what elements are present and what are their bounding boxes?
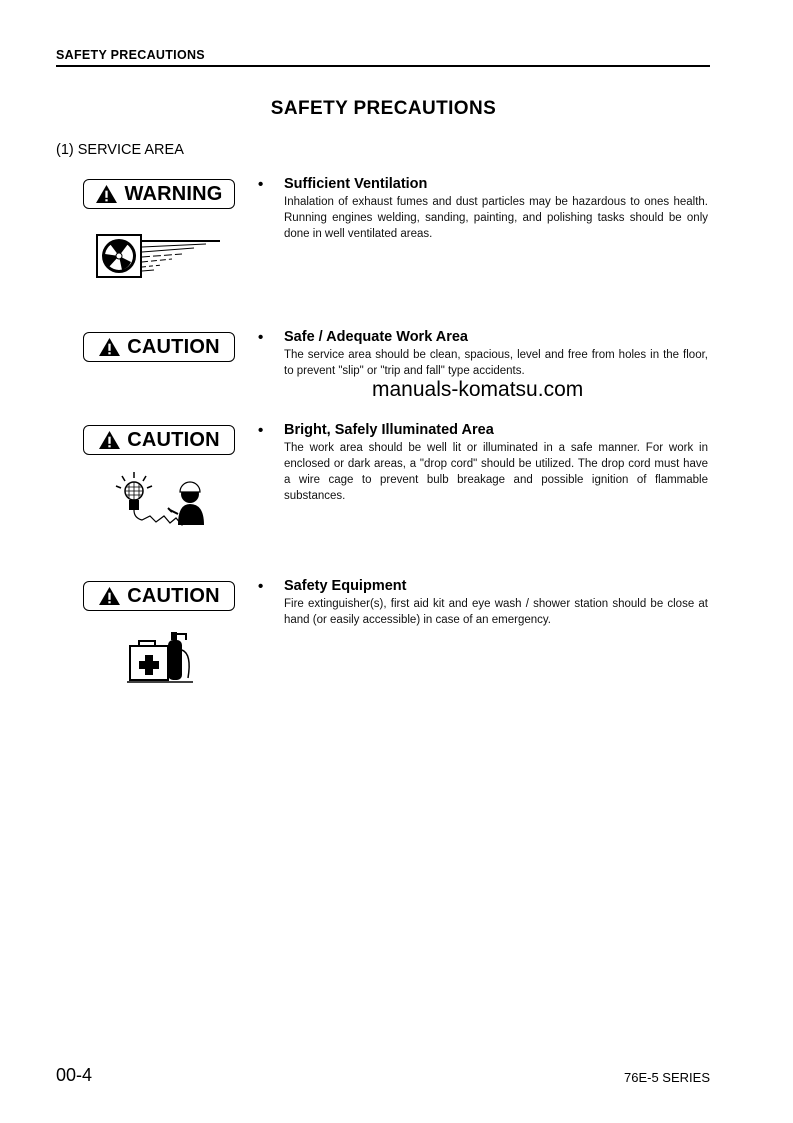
badge-label: CAUTION xyxy=(127,428,220,451)
page-number: 00-4 xyxy=(56,1065,93,1085)
bullet: • xyxy=(258,578,264,595)
item-title: Sufficient Ventilation xyxy=(284,176,428,192)
caution-badge xyxy=(83,332,235,362)
bullet: • xyxy=(258,422,264,439)
caution-badge xyxy=(83,425,235,455)
first-aid-extinguisher-icon xyxy=(126,626,194,684)
watermark: manuals-komatsu.com xyxy=(372,378,584,401)
caution-badge xyxy=(83,581,235,611)
item-body: Fire extinguisher(s), first aid kit and eye wash / shower station should be close at hand (or easily accessible) in case of an emergency. xyxy=(284,598,708,626)
alert-triangle-icon xyxy=(98,586,121,606)
bullet: • xyxy=(258,329,264,346)
item-body: The work area should be well lit or illuminated in a safe manner. For work in enclosed or dark areas, a "drop cord" should be utilized. The drop cord must have a wire cage to prevent bulb breakage and possible ignition of flammable substances. xyxy=(284,442,708,502)
badge-label: WARNING xyxy=(124,182,223,205)
ventilation-fan-icon xyxy=(96,234,222,280)
item-body: The service area should be clean, spacious, level and free from holes in the floor, to prevent "slip" or "trip and fall" type accidents. xyxy=(284,349,708,377)
running-header xyxy=(56,47,710,67)
badge-label: CAUTION xyxy=(127,584,220,607)
badge-label: CAUTION xyxy=(127,335,220,358)
item-title: Bright, Safely Illuminated Area xyxy=(284,422,494,438)
item-body: Inhalation of exhaust fumes and dust particles may be hazardous to ones health. Running engines welding, sanding, painting, and polishing tasks should be only done in well ventilated areas. xyxy=(284,196,708,240)
bullet: • xyxy=(258,176,264,193)
drop-cord-lamp-icon xyxy=(112,470,208,530)
item-title: Safety Equipment xyxy=(284,578,407,594)
page-title: SAFETY PRECAUTIONS xyxy=(270,98,497,119)
alert-triangle-icon xyxy=(95,184,118,204)
running-header-title: SAFETY PRECAUTIONS xyxy=(56,48,205,62)
series-label: 76E-5 SERIES xyxy=(624,1070,710,1085)
alert-triangle-icon xyxy=(98,337,121,357)
alert-triangle-icon xyxy=(98,430,121,450)
warning-badge xyxy=(83,179,235,209)
section-heading: (1) SERVICE AREA xyxy=(56,142,184,158)
item-title: Safe / Adequate Work Area xyxy=(284,329,468,345)
